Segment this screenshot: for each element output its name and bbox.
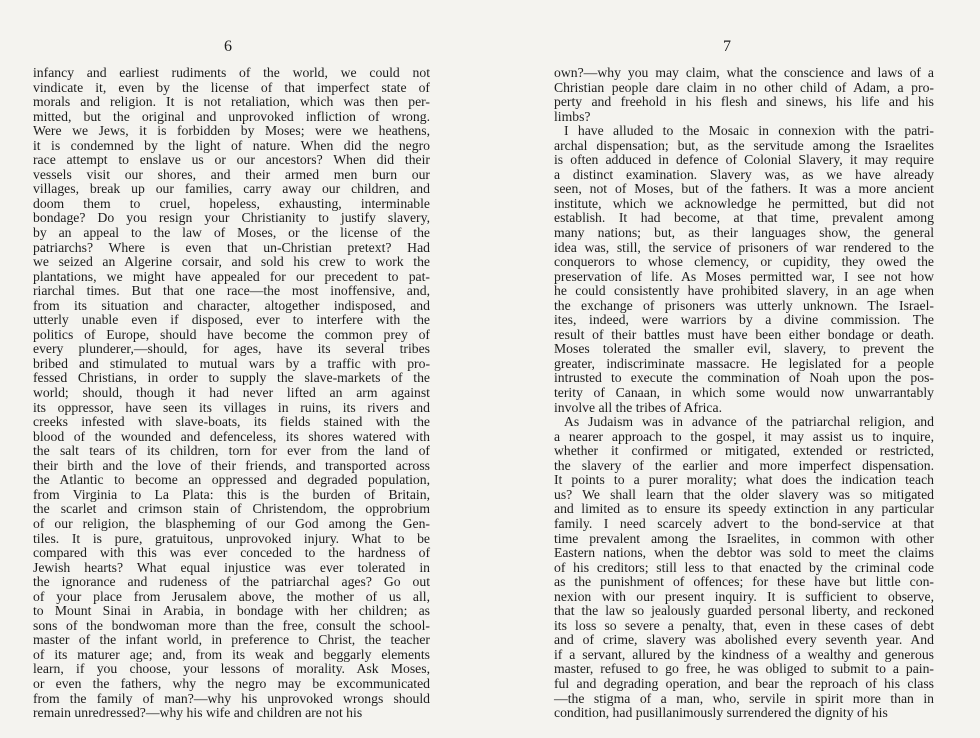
text-line: its oppressor, have seen its villages in ruins, its rivers and: [33, 399, 430, 415]
text-line: institute, which we acknowledge he permitted, but did not: [554, 195, 934, 211]
text-line: the Atlantic to become an oppressed and degraded population,: [33, 472, 430, 488]
text-line: limbs?: [554, 108, 591, 124]
text-line: their birth and the love of their friends, and transported across: [33, 457, 430, 473]
text-line: morals and religion. It is not retaliation, which was then per-: [33, 94, 430, 110]
text-line: blood of the wounded and defenceless, its shores watered with: [33, 428, 430, 444]
text-line: if a servant, allured by the kindness of a wealthy and generous: [554, 646, 934, 662]
text-line: world; should, though it had never lifted an arm against: [33, 385, 430, 401]
text-line: to Mount Sinai in Arabia, in bondage with her children; as: [33, 603, 430, 619]
text-line: from Virginia to La Plata: this is the burden of Britain,: [33, 486, 430, 502]
text-line: Eastern nations, when the debtor was sold to meet the claims: [554, 545, 934, 561]
text-line: seen, not of Moses, but of the fathers. It was a more ancient: [554, 181, 934, 197]
text-line: the salt tears of its children, torn for ever from the land of: [33, 443, 430, 459]
text-line: sons of the bondwoman more than the free, consult the school-: [33, 617, 430, 633]
text-line: as the punishment of offences; for these have but little con-: [554, 574, 934, 590]
text-line: the exchange of prisoners was utterly unknown. The Israel-: [554, 297, 934, 313]
text-line: intrusted to execute the commination of Noah upon the pos-: [554, 370, 934, 386]
text-line: a nearer approach to the gospel, it may assist us to inquire,: [554, 428, 934, 444]
text-line: —the stigma of a man, who, servile in spirit more than in: [554, 690, 934, 706]
text-line: ites, indeed, were warriors by a divine commission. The: [554, 312, 934, 328]
text-line: master, refused to go free, he was obliged to submit to a pain-: [554, 661, 934, 677]
text-line: from its situation and character, altogether indisposed, and: [33, 297, 430, 313]
text-line: its loss so severe a penalty, that, even in these cases of debt: [554, 617, 934, 633]
text-line: riarchal times. But that one race—the most inoffensive, and,: [33, 283, 430, 299]
text-line: Moses tolerated the smaller evil, slavery, to prevent the: [554, 341, 934, 357]
text-line: creeks infested with slave-boats, its fields stained with the: [33, 414, 430, 430]
text-line: idea was, still, the service of prisoners of war rendered to the: [554, 239, 934, 255]
text-line: archal dispensation; but, as the servitude among the Israelites: [554, 137, 934, 153]
text-line: terity of Canaan, in which some would now unwarrantably: [554, 385, 934, 401]
text-line: conquerors to whose clemency, or cupidity, they owed the: [554, 254, 934, 270]
text-line: bondage? Do you resign your Christianity to justify slavery,: [33, 210, 430, 226]
text-line: we seized an Algerine corsair, and sold his crew to work the: [33, 254, 430, 270]
text-line: learn, if you choose, your lessons of morality. Ask Moses,: [33, 661, 430, 677]
text-line: master of the infant world, in preference to Christ, the teacher: [33, 632, 430, 648]
text-line: bribed and stimulated to mutual wars by a traffic with pro-: [33, 355, 430, 371]
text-line: plantations, we might have appealed for our precedent to pat-: [33, 268, 430, 284]
text-line: fessed Christians, in order to supply the slave-markets of the: [33, 370, 430, 386]
text-line: a distinct examination. Slavery was, as we have already: [554, 166, 934, 182]
text-line: of our religion, the blaspheming of our God among the Gen-: [33, 515, 430, 531]
text-line: vindicate it, even by the license of that imperfect state of: [33, 79, 430, 95]
text-line: the ignorance and rudeness of the patriarchal ages? Go out: [33, 574, 430, 590]
text-line: establish. It had become, at that time, prevalent among: [554, 210, 934, 226]
text-line: tiles. It is pure, gratuitous, unprovoked injury. What to be: [33, 530, 430, 546]
text-line: Christian people dare claim in no other child of Adam, a pro-: [554, 79, 934, 95]
text-line: from the family of man?—why his unprovoked wrongs should: [33, 690, 430, 706]
text-line: infancy and earliest rudiments of the world, we could not: [33, 65, 430, 80]
text-line: remain unredressed?—why his wife and children are not his: [33, 705, 363, 721]
text-line: is often adduced in defence of Colonial Slavery, it may require: [554, 152, 934, 168]
text-line: by an appeal to the law of Moses, or the license of the: [33, 225, 430, 241]
text-line: involve all the tribes of Africa.: [554, 399, 722, 415]
page-number: 7: [723, 38, 731, 55]
text-line: and of crime, slavery was abolished every seventh year. And: [554, 632, 934, 648]
text-line: time prevalent among the Israelites, in common with other: [554, 530, 934, 546]
text-line: every plunderer,—should, for ages, have its several tribes: [33, 341, 430, 357]
text-line: vessels visit our shores, and their armed men burn our: [33, 166, 430, 182]
text-line: perty and freehold in his flesh and sinews, his life and his: [554, 94, 934, 110]
text-line: of his creditors; still less to that enacted by the criminal code: [554, 559, 934, 575]
text-line: nexion with our present inquiry. It is sufficient to observe,: [554, 588, 934, 604]
page-body-text: [33, 66, 430, 721]
text-line: mitted, but the original and unprovoked infliction of wrong.: [33, 108, 430, 124]
text-line: the scarlet and crimson stain of Christendom, the opprobrium: [33, 501, 430, 517]
text-line: ful and degrading operation, and bear the reproach of his class: [554, 675, 934, 691]
text-line: it is condemned by the light of nature. When did the negro: [33, 137, 430, 153]
text-line: that the law so jealously guarded personal liberty, and reckoned: [554, 603, 934, 619]
text-line: many nations; but, as their languages show, the general: [554, 225, 934, 241]
text-line: race attempt to enslave us or our ancestors? When did their: [33, 152, 430, 168]
text-line: patriarchs? Where is even that un-Christian pretext? Had: [33, 239, 430, 255]
text-line: condition, had pusillanimously surrendered the dignity of his: [554, 705, 888, 721]
text-line: Jewish hearts? What equal injustice was ever tolerated in: [33, 559, 430, 575]
text-line: and limited as to ensure its speedy extinction in any particular: [554, 501, 934, 517]
text-line: greater, indiscriminate massacre. He legislated for a people: [554, 355, 934, 371]
text-line: he could consistently have prohibited slavery, in an age when: [554, 283, 934, 299]
text-line: I have alluded to the Mosaic in connexion with the patri-: [564, 123, 934, 139]
text-line: It points to a purer morality; what does the indication teach: [554, 472, 934, 488]
page-body-text: [554, 66, 934, 721]
text-line: preservation of life. As Moses permitted war, I see not how: [554, 268, 934, 284]
text-line: politics of Europe, should have become the common prey of: [33, 326, 430, 342]
text-line: the slavery of the earlier and more imperfect dispensation.: [554, 457, 934, 473]
text-line: utterly unable even if disposed, ever to interfere with the: [33, 312, 430, 328]
text-line: villages, break up our families, carry away our children, and: [33, 181, 430, 197]
text-line: of your place from Jerusalem above, the mother of us all,: [33, 588, 430, 604]
text-line: Were we Jews, it is forbidden by Moses; were we heathens,: [33, 123, 430, 139]
page-number: 6: [224, 38, 232, 55]
text-line: or even the fathers, why the negro may be excommunicated: [33, 675, 430, 691]
text-line: compared with this was ever conceded to the hardness of: [33, 545, 430, 561]
right-page: [490, 0, 980, 738]
text-line: of its maturer age; and, from its weak and beggarly elements: [33, 646, 430, 662]
text-line: result of their battles must have been either bondage or death.: [554, 326, 934, 342]
text-line: own?—why you may claim, what the conscience and laws of a: [554, 65, 934, 80]
left-page: [0, 0, 480, 738]
text-line: As Judaism was in advance of the patriarchal religion, and: [564, 414, 934, 430]
text-line: whether it confirmed or mitigated, extended or restricted,: [554, 443, 934, 459]
text-line: family. I need scarcely advert to the bond-service at that: [554, 515, 934, 531]
text-line: us? We shall learn that the older slavery was so mitigated: [554, 486, 934, 502]
text-line: doom them to cruel, hopeless, exhausting, interminable: [33, 195, 430, 211]
